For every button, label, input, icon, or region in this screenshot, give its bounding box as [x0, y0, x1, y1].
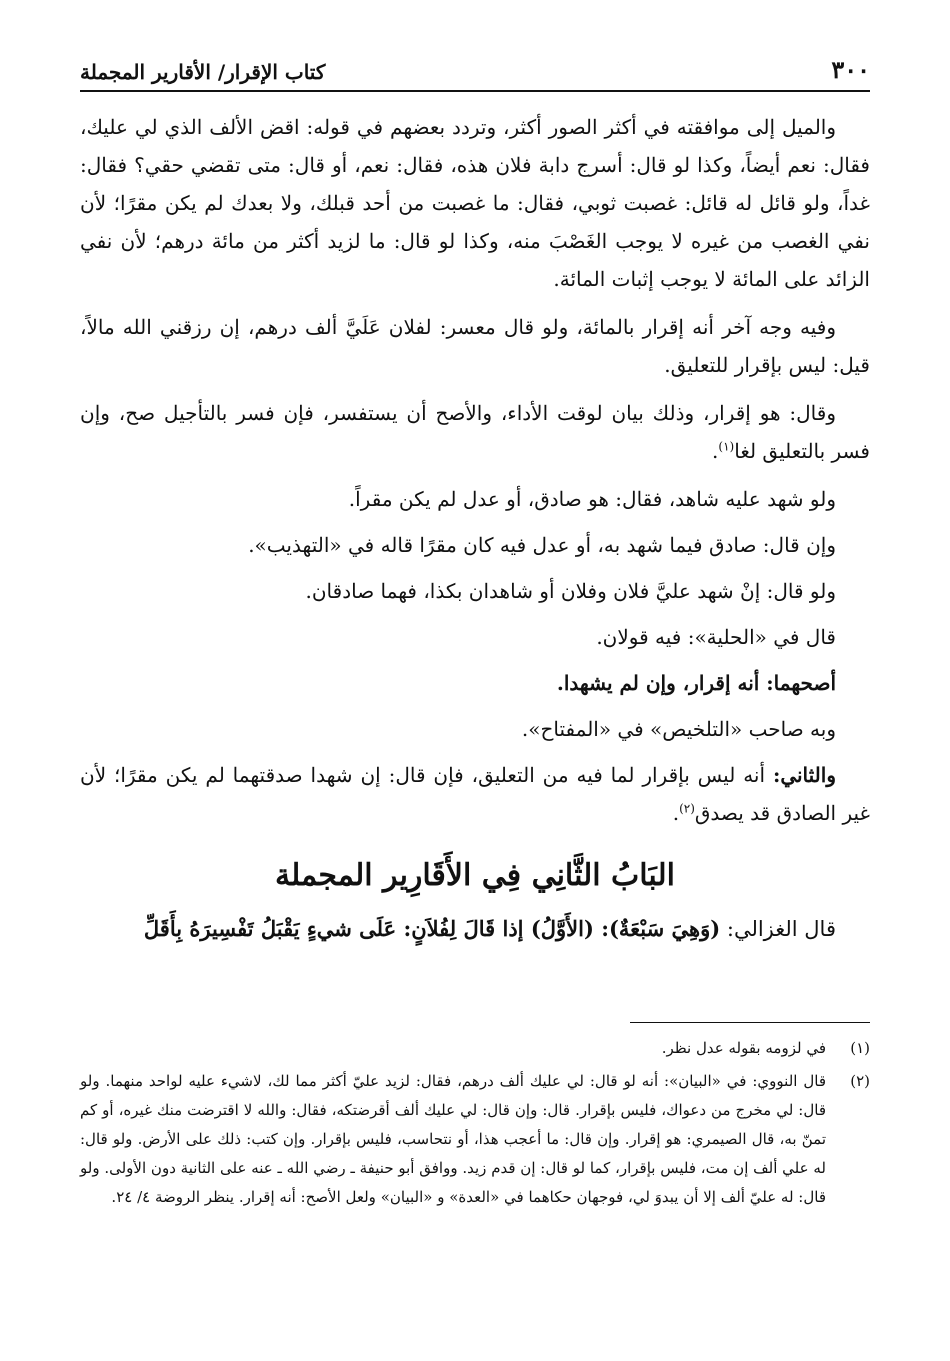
footnote	[80, 1034, 870, 1063]
footnote-divider	[630, 1022, 870, 1023]
running-title: كتاب الإقرار/ الأقارير المجملة	[80, 60, 326, 84]
paragraph-lead: والثاني:	[772, 763, 836, 787]
paragraph	[80, 394, 870, 470]
paragraph-end: .	[672, 801, 680, 825]
matn-text: (وَهِيَ سَبْعَةٌ): (الأَوَّلُ) إذا قَالَ لِفُلاَنٍ: عَلَى شيءٍ يَقْبَلُ تَفْسِيرَهُ بِأَقَلِّ	[143, 916, 721, 941]
paragraph: أصحهما: أنه إقرار، وإن لم يشهدا.	[556, 671, 836, 695]
paragraph: وإن قال: صادق فيما شهد به، أو عدل فيه كان مقرًا قاله في «التهذيب».	[248, 533, 836, 557]
footnote-number: (٢)	[850, 1072, 870, 1090]
page-header	[80, 52, 870, 92]
paragraph: ولو قال: إنْ شهد عليَّ فلان وفلان أو شاهدان بكذا، فهما صادقان.	[305, 579, 836, 603]
paragraph-text: أنه ليس بإقرار لما فيه من التعليق، فإن قال: إن شهدا صدقتهما لم يكن مقرًا؛ لأن غير الصادق قد يصدق	[80, 763, 870, 825]
footnotes	[80, 1034, 870, 1216]
paragraph-text: وقال: هو إقرار، وذلك بيان لوقت الأداء، والأصح أن يستفسر، فإن فسر بالتأجيل صح، وإن فسر بالتعليق لغا	[80, 401, 870, 463]
paragraph	[80, 756, 870, 832]
footnote-text: قال النووي: في «البيان»: أنه لو قال: لي عليك ألف درهم، فقال: لزيد عليّ أكثر مما لك، لاشيء عليه لواحد منهما. ولو قال: لي مخرج من دعواك، فليس بإقرار. قال: وإن قال: لي عليك ألف أقرضتكه، فقال: والله لا اقترضت منك غيره، أو كم تمنّ به، قال الصيمري: هو إقرار. وإن قال: ما أعجب هذا، أو نتحاسب، فليس بإقرار. وإن كتب: ذلك على الأرض. ولو قال: له علي ألف إن مت، فليس بإقرار، كما لو قال: إن قدم زيد. ووافق أبو حنيفة ـ رضي الله ـ عنه على الثانية دون الأولى. ولو قال: له عليّ ألف إلا أن يبدوَ لي، فوجهان حكاهما في «العدة» و «البيان» ولعل الأصح: أنه إقرار. ينظر الروضة ٤/ ٢٤.	[80, 1072, 826, 1206]
paragraph: والميل إلى موافقته في أكثر الصور أكثر، وتردد بعضهم في قوله: اقض الألف الذي لي عليك، فقال: نعم أيضاً، وكذا لو قال: أسرج دابة فلان هذه، فقال: نعم، أو قال: متى تقضي حقي؟ فقال: غداً، ولو قائل له قائل: غصبت ثوبي، فقال: ما غصبت من أحد قبلك، ولا بعدك لم يكن مقرًا؛ لأن نفي الغصب من غيره لا يوجب الغَصْبَ منه، وكذا لو قال: ما لزيد أكثر من مائة درهم؛ لأن نفي الزائد على المائة لا يوجب إثبات المائة.	[80, 115, 870, 291]
footnote	[80, 1067, 870, 1212]
matn-line	[80, 910, 870, 948]
chapter-title: البَابُ الثَّانِي فِي الأَقَارِير المجملة	[275, 858, 675, 893]
page-number: ٣٠٠	[831, 55, 870, 84]
paragraph: وبه صاحب «التلخيص» في «المفتاح».	[521, 717, 836, 741]
paragraph: ولو شهد عليه شاهد، فقال: هو صادق، أو عدل لم يكن مقراً.	[348, 487, 836, 511]
footnote-marker: (٢)	[679, 801, 695, 816]
footnote-marker: (١)	[718, 439, 735, 454]
matn-lead: قال الغزالي:	[720, 917, 836, 941]
footnote-number: (١)	[850, 1039, 870, 1057]
footnote-text: في لزومه بقوله عدل نظر.	[661, 1039, 826, 1057]
paragraph: وفيه وجه آخر أنه إقرار بالمائة، ولو قال معسر: لفلان عَلَيَّ ألف درهم، إن رزقني الله مالاً، قيل: ليس بإقرار للتعليق.	[80, 315, 870, 377]
paragraph: قال في «الحلية»: فيه قولان.	[596, 625, 836, 649]
paragraph-end: .	[712, 439, 719, 463]
main-text	[80, 108, 870, 958]
